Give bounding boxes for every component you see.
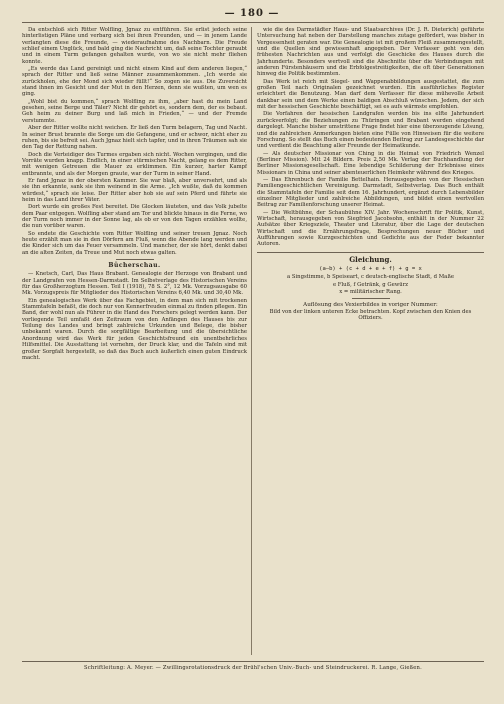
book-paragraph: Ein genealogisches Werk über das Fachgebiet, in dem man sich mit trockenen Stammtafeln befaßt, die doch nur von Kennerfreuden einmal zu finden pflegen. Ein Band, der wohl nun als Führer in die Hand des Forschers gelegt werden kann. Der vorliegende Teil umfaßt den Zeitraum von den Anfängen des Hauses bis zur Teilung des Landes und bringt zahlreiche Urkunden und Belege, die bisher unbekannt waren. Durch die sorgfältige Bearbeitung und die übersichtliche Anordnung wird das Werk für jeden Geschichtsfreund ein unentbehrliches Hilfsmittel. Die Ausstattung ist vornehm, der Druck klar, und die Tafeln sind mit großer Sorgfalt hergestellt, so daß das Buch auch äußerlich einen guten Eindruck macht.	[22, 297, 247, 361]
story-paragraph: „Es werde das Land gereinigt und nicht einem Kind auf dem anderen liegen,“ sprach der Ritter und ließ seine Männer zusammenkommen. „Ich werde sie zurückholen, ehe der Mond sich wieder füllt!“ So zogen sie aus. Die Zuversicht stand ihnen im Gesicht und der Mut in den Herzen, denn sie wußten, um wen es ging.	[22, 66, 247, 98]
right-column	[257, 27, 484, 654]
column-divider	[251, 27, 252, 655]
review-paragraph: wie die des Darmstädter Haus- und Staatsarchives (Dr. J. R. Dieterich) geführte Untersuchung hat neben der Darstellung manches zutage gefördert, was bisher in Vergessenheit geraten war. Die Genealogie ist mit großem Fleiß zusammengestellt, und die Quellen sind gewissenhaft angegeben. Der Verfasser geht von den frühesten Nachrichten aus und verfolgt die Geschicke des Hauses durch die Jahrhunderte. Besonders wertvoll sind die Abschnitte über die Verbindungen mit anderen Fürstenhäusern und die Erbfolgestreitigkeiten, die oft über Generationen hinweg die Politik bestimmten.	[257, 27, 484, 78]
puzzle-title: Gleichung.	[349, 254, 392, 264]
book-entry: — Als deutscher Missionar von Ching in die Heimat von Friedrich Wenzel (Berliner Mission). Mit 24 Bildern. Preis 2,50 Mk. Verlag der Buchhandlung der Berliner Missionsgesellschaft. Eine lebendige Schilderung der Erlebnisse eines Missionars in China und seiner abenteuerlichen Heimkehr während des Krieges.	[257, 150, 484, 176]
solution-title: Auflösung des Vexierbildes in voriger Nummer:	[303, 302, 438, 309]
book-paragraph: — Knetsch, Carl, Das Haus Brabant. Genealogie der Herzoge von Brabant und der Landgrafen von Hessen-Darmstadt. Im Selbstverlage des Historischen Vereins für das Großherzogtum Hessen. Teil I (1918), 78 S. 2°, 12 Mk. Vorzugsausgabe 60 Mk. Vorzugspreis für Mitglieder des Historischen Vereins 6,40 Mk. und 30,40 Mk.	[22, 271, 247, 297]
puzzle-answer-hint: x = militärischer Rang.	[339, 289, 402, 296]
story-paragraph: Doch die Verteidiger des Turmes ergaben sich nicht. Wochen vergingen, und die Vorräte wurden knapp. Endlich, in einer stürmischen Nacht, gelang es dem Ritter, mit wenigen Getreuen die Mauer zu erklimmen. Ein kurzer, harter Kampf entbrannte, und als der Morgen graute, war der Turm in seiner Hand.	[22, 151, 247, 177]
solution-text: Bild von der linken unteren Ecke betrachten. Kopf zwischen den Knien des Offiziers.	[269, 308, 472, 322]
footer-imprint: Schriftleitung: A. Meyer. — Zwillingsrotationsdruck der Brühl'schen Univ.-Buch- und Steindruckerei. R. Lange, Gießen.	[84, 665, 422, 671]
puzzle-key: e Fluß, f Getränk, g Gewürz	[332, 281, 409, 288]
story-paragraph: So endete die Geschichte vom Ritter Wolfling und seiner treuen Jgnaz. Noch heute erzählt man sie in den Dörfern am Fluß, wenn die Abende lang werden und die Kinder sich um das Feuer versammeln. Und mancher, der sie hört, denkt dabei an die alten Zeiten, da Treue und Mut noch etwas galten.	[22, 230, 247, 256]
footer-rule	[22, 661, 484, 662]
story-paragraph: Dort wurde ein großes Fest bereitet. Die Glocken läuteten, und das Volk jubelte dem Paar entgegen. Wolfling aber stand am Tor und blickte hinaus in die Ferne, wo der Turm noch immer in der Sonne lag, als ob er von den Tagen erzählen wollte, die nun vorüber waren.	[22, 204, 247, 230]
review-paragraph: Das Werk ist reich mit Siegel- und Wappenabbildungen ausgestattet, die zum großen Teil nach Originalen gezeichnet wurden. Ein ausführliches Register erleichtert die Benutzung. Man darf dem Verfasser für diese mühevolle Arbeit dankbar sein und dem Werke einen baldigen Abschluß wünschen. Jedem, der sich mit der hessischen Geschichte beschäftigt, sei es aufs wärmste empfohlen.	[257, 78, 484, 111]
puzzle-key: a Singstimme, b Speiseart, c deutsch-englische Stadt, d Maße	[287, 274, 454, 281]
story-paragraph: Aber der Ritter wollte nicht weichen. Er ließ den Turm belagern, Tag und Nacht. In seiner Brust brannte die Sorge um die Gefangene, und er schwor, nicht eher zu ruhen, bis sie befreit sei. Auch Jgnaz hielt sich tapfer, und in ihren Träumen sah sie den Tag der Rettung nahen.	[22, 125, 247, 151]
page-number: — 180 —	[224, 8, 280, 19]
top-rule	[22, 22, 484, 23]
review-paragraph: Die Vorfahren der hessischen Landgrafen werden bis ins elfte Jahrhundert zurückverfolgt; die Beziehungen zu Thüringen und Brabant werden eingehend dargelegt. Manche bisher umstrittene Frage findet hier eine überzeugende Lösung, und die zahlreichen Anmerkungen bieten eine Fülle von Hinweisen für die weitere Forschung. So stellt das Buch einen bedeutenden Beitrag zur Landesgeschichte dar und verdient die Beachtung aller Freunde der Heimatkunde.	[257, 111, 484, 150]
book-entry: — Die Weltbühne, der Schaubühne XIV. Jahr. Wochenschrift für Politik, Kunst, Wirtschaft, herausgegeben von Siegfried Jacobsohn, enthält in der Nummer 22 Aufsätze über Kriegsziele, Theater und Literatur, über die Lage der deutschen Wirtschaft und die Ernährungsfrage, Besprechungen neuer Bücher und Aufführungen sowie Kurzgeschichten und Gedichte aus der Feder bekannter Autoren.	[257, 209, 484, 248]
section-title-bookreview: Bücherschau.	[108, 262, 161, 270]
section-divider	[116, 259, 154, 260]
book-entry: — Das Ehrenbuch der Familie Bettelhain. Herausgegeben von der Hessischen Familiengeschichtlichen Vereinigung. Darmstadt, Selbstverlag. Das Buch enthält die Stammtafeln der Familie seit dem 16. Jahrhundert, ergänzt durch Lebensbilder einzelner Mitglieder und zahlreiche Abbildungen, und bildet einen wertvollen Beitrag zur Familienforschung unserer Heimat.	[257, 176, 484, 209]
puzzle-formula: (a—b) + (c + d + e + f) + g = x	[319, 266, 422, 273]
puzzle-divider	[257, 252, 484, 253]
solution-divider	[352, 298, 390, 299]
story-paragraph: Er fand Jgnaz in der obersten Kammer. Sie war blaß, aber unversehrt, und als sie ihn erkannte, sank sie ihm weinend in die Arme. „Ich wußte, daß du kommen würdest,“ sprach sie leise. Der Ritter aber hob sie auf sein Pferd und führte sie heim in das Land ihrer Väter.	[22, 177, 247, 203]
left-column	[22, 27, 247, 654]
story-paragraph: Da entschloß sich Ritter Wolfling, Jgnaz zu entführen. Sie erlist jedoch seine hinterlistigen Pläne und verbarg sich bei ihren Freunden, und — in jenem Lande verlangten diese die Freunde, — wiederaufnahme des Nachbarn. Die Freude schlief einem Unglück, und bald ging die Nachricht um, daß seine Tochter geraubt und in einem Turm gefangen gehalten wurde, von wo sie nicht mehr fliehen konnte.	[22, 27, 247, 65]
story-paragraph: „Wohl bist du kommen,“ sprach Wolfling zu ihm, „aber hast du mein Land gesehen, seine Berge und Täler? Nicht dir gehört es, sondern dem, der es bebaut. Geh heim zu deiner Burg und laß mich in Frieden,“ — und der Fremde verstummte.	[22, 98, 247, 124]
